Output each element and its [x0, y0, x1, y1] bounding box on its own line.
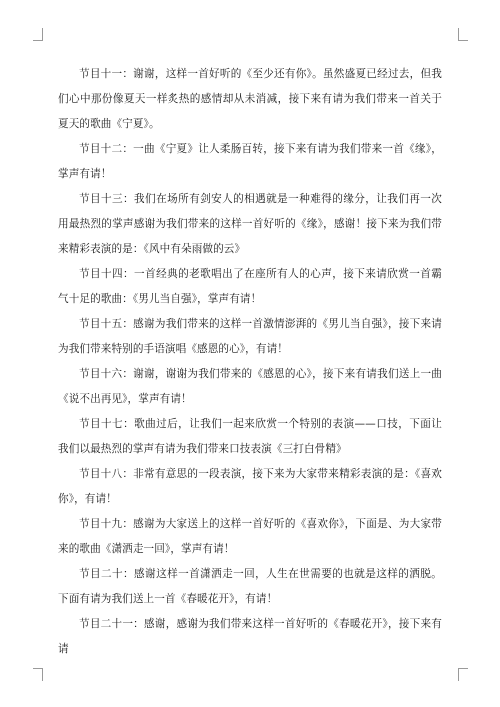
document-body [58, 62, 442, 662]
paragraph-program-11: 节目十一：谢谢，这样一首好听的《至少还有你》。虽然盛夏已经过去，但我们心中那份像夏天一样炙热的感情却从未消减，接下来有请为我们带来一首关于夏天的歌曲《宁夏》。 [58, 68, 442, 130]
paragraph-program-15: 节目十五：感谢为我们带来的这样一首激情澎湃的《男儿当自强》，接下来请为我们带来特别的手语演唱《感恩的心》，有请！ [58, 318, 442, 355]
paragraph-program-16: 节目十六：谢谢，谢谢为我们带来的《感恩的心》，接下来有请我们送上一曲《说不出再见》，掌声有请！ [58, 368, 442, 405]
corner-mark-bottom-right [458, 668, 468, 681]
paragraph-program-19: 节目十九：感谢为大家送上的这样一首好听的《喜欢你》，下面是、为大家带来的歌曲《潇洒走一回》，掌声有请！ [58, 518, 442, 555]
paragraph-program-20: 节目二十：感谢这样一首潇洒走一回，人生在世需要的也就是这样的洒脱。下面有请为我们送上一首《春暖花开》，有请！ [58, 568, 442, 605]
paragraph-program-18: 节目十八：非常有意思的一段表演，接下来为大家带来精彩表演的是：《喜欢你》，有请！ [58, 468, 442, 505]
corner-mark-bottom-left [33, 668, 43, 681]
paragraph-program-21: 节目二十一：感谢，感谢为我们带来这样一首好听的《春暖花开》，接下来有请 [58, 618, 442, 655]
corner-mark-top-left [33, 28, 43, 41]
corner-mark-top-right [458, 28, 468, 41]
paragraph-program-17: 节目十七：歌曲过后，让我们一起来欣赏一个特别的表演——口技，下面让我们以最热烈的掌声有请为我们带来口技表演《三打白骨精》 [58, 418, 442, 455]
paragraph-program-14: 节目十四：一首经典的老歌唱出了在座所有人的心声，接下来请欣赏一首霸气十足的歌曲：《男儿当自强》，掌声有请！ [58, 268, 442, 305]
paragraph-program-13: 节目十三：我们在场所有剑安人的相遇就是一种难得的缘分，让我们再一次用最热烈的掌声感谢为我们带来的这样一首好听的《缘》，感谢！接下来为我们带来精彩表演的是：《风中有朵雨做的云》 [58, 193, 442, 255]
paragraph-program-12: 节目十二：一曲《宁夏》让人柔肠百转，接下来有请为我们带来一首《缘》，掌声有请！ [58, 143, 442, 180]
